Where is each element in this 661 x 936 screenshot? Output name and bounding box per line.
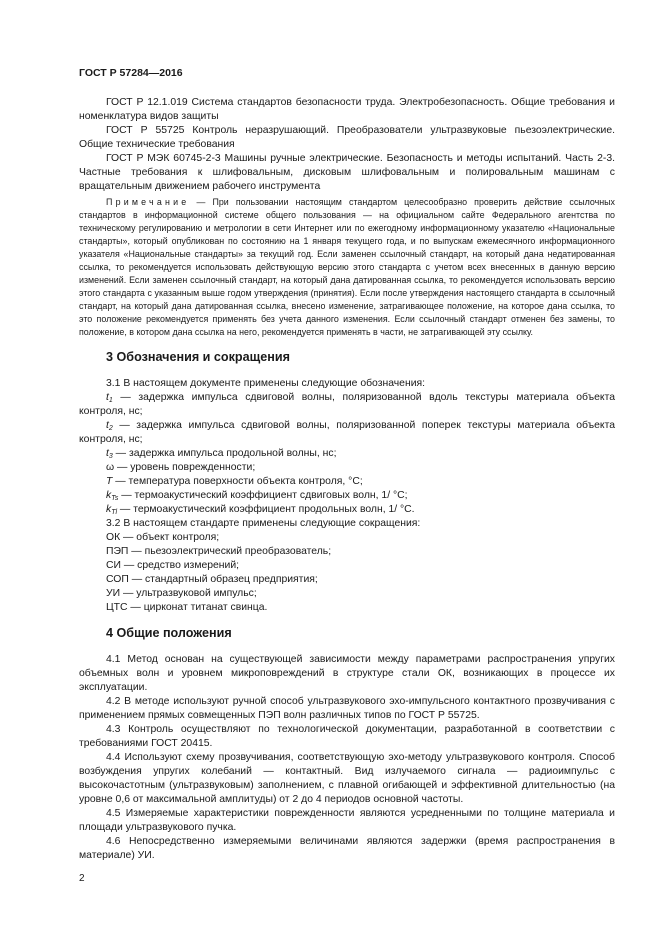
abbreviation-item: ЦТС — цирконат титанат свинца. — [106, 602, 268, 613]
symbol-item: T — температура поверхности объекта контроля, °С; — [106, 476, 363, 487]
abbreviation-item: СОП — стандартный образец предприятия; — [106, 574, 318, 585]
paragraph-3-1: 3.1 В настоящем документе применены следующие обозначения: — [106, 378, 426, 389]
symbol-item: $t_1$ — задержка импульса сдвиговой волны, поляризованной вдоль текстуры материала объекта контроля, нс; — [79, 392, 615, 417]
paragraph-4-6: 4.6 Непосредственно измеряемыми величинами являются задержки (время распространения в материале) УИ. — [79, 836, 615, 861]
running-header: ГОСТ Р 57284—2016 — [79, 67, 183, 79]
note-label: Примечание — [106, 197, 190, 207]
abbreviation-item: ОК — объект контроля; — [106, 532, 220, 543]
symbol-item: ω — уровень поврежденности; — [106, 462, 256, 473]
reference-item: ГОСТ Р 12.1.019 Система стандартов безопасности труда. Электробезопасность. Общие требования и номенклатура видов защиты — [79, 97, 615, 122]
note — [79, 196, 615, 339]
symbol-item: $t_3$ — задержка импульса продольной волны, нс; — [106, 448, 337, 460]
page-number: 2 — [79, 873, 85, 884]
references-list — [79, 96, 615, 194]
section-4-body — [79, 653, 615, 863]
paragraph-4-1: 4.1 Метод основан на существующей зависимости между параметрами распространения упругих объемных волн и уровнем микроповреждений в структуре стали ОК, возникающих в процессе их эксплуатации. — [79, 654, 615, 693]
symbol-item: $k_{Tl}$ — термоакустический коэффициент продольных волн, 1/ °С. — [106, 504, 415, 516]
note-text: — При пользовании настоящим стандартом целесообразно проверить действие ссылочных стандартов в информационной системе общего пользования — на официальном сайте Федерального агентства по техническому регулированию и метрологии в сети Интернет или по ежегодному информационному указателю «Национальные стандарты», который опубликован по состоянию на 1 января текущего года, и по выпускам ежемесячного информационного указателя «Национальные стандарты» за текущий год. Если заменен ссылочный стандарт, на который дана недатированная ссылка, то рекомендуется использовать действующую версию этого стандарта с учетом всех внесенных в данную версию изменений. Если заменен ссылочный стандарт, на который дана датированная ссылка, то рекомендуется использовать версию этого стандарта с указанным выше годом утверждения (принятия). Если после утверждения настоящего стандарта в ссылочный стандарт, на который дана датированная ссылка, внесено изменение, затрагивающее положение, на которое дана ссылка, то это положение рекомендуется применять без учета данного изменения. Если ссылочный стандарт отменен без замены, то положение, в котором дана ссылка на него, рекомендуется применять в части, не затрагивающей эту ссылку. — [79, 197, 615, 337]
paragraph-4-2: 4.2 В методе используют ручной способ ультразвукового эхо-импульсного контактного прозвучивания с применением прямых совмещенных ПЭП волн различных типов по ГОСТ Р 55725. — [79, 696, 615, 721]
paragraph-3-2: 3.2 В настоящем стандарте применены следующие сокращения: — [106, 518, 421, 529]
section-3-body — [79, 377, 615, 615]
abbreviation-item: ПЭП — пьезоэлектрический преобразователь; — [106, 546, 332, 557]
section-4-heading: 4 Общие положения — [106, 626, 232, 640]
section-3-heading: 3 Обозначения и сокращения — [106, 350, 290, 364]
abbreviation-item: СИ — средство измерений; — [106, 560, 240, 571]
symbol-item: $t_2$ — задержка импульса сдвиговой волны, поляризованной поперек текстуры материала объекта контроля, нс; — [79, 420, 615, 445]
reference-item: ГОСТ Р МЭК 60745-2-3 Машины ручные электрические. Безопасность и методы испытаний. Часть 2-3. Частные требования к шлифовальным, дисковым шлифовальным и полировальным машинам с вращательным движением рабочего инструмента — [79, 153, 615, 192]
paragraph-4-4: 4.4 Используют схему прозвучивания, соответствующую эхо-методу ультразвукового контроля. Способ возбуждения упругих колебаний — контактный. Вид излучаемого сигнала — радиоимпульс с высокочастотным (ультразвуковым) заполнением, с плавной огибающей и эффективной длительностью (на уровне 0,6 от максимальной амплитуды) от 2 до 4 периодов основной частоты. — [79, 752, 615, 805]
paragraph-4-3: 4.3 Контроль осуществляют по технологической документации, разработанной в соответствии с требованиями ГОСТ 20415. — [79, 724, 615, 749]
symbol-item: $k_{Ts}$ — термоакустический коэффициент сдвиговых волн, 1/ °С; — [106, 490, 408, 502]
abbreviation-item: УИ — ультразвуковой импульс; — [106, 588, 257, 599]
reference-item: ГОСТ Р 55725 Контроль неразрушающий. Преобразователи ультразвуковые пьезоэлектрические. Общие технические требования — [79, 125, 615, 150]
paragraph-4-5: 4.5 Измеряемые характеристики поврежденности являются усредненными по толщине материала и площади ультразвукового пучка. — [79, 808, 615, 833]
